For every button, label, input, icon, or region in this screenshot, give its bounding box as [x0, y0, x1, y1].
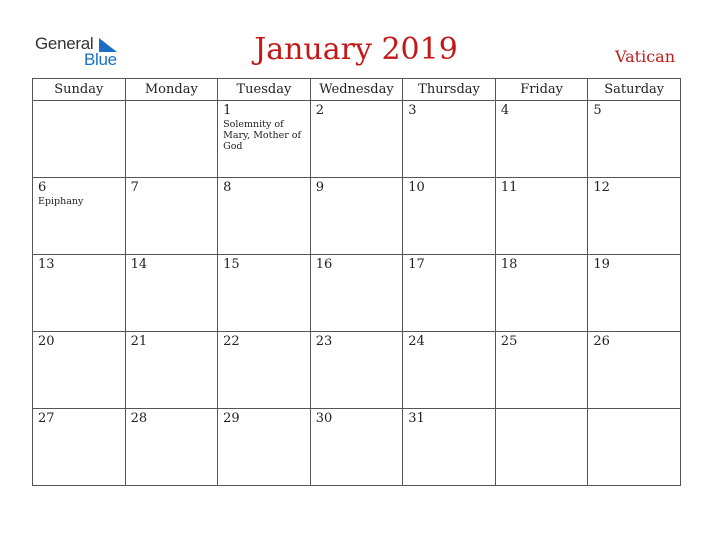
day-cell	[125, 409, 218, 486]
day-cell	[403, 178, 496, 255]
holiday-label: Epiphany	[38, 196, 84, 207]
day-cell	[310, 332, 403, 409]
day-cell	[310, 409, 403, 486]
day-number: 3	[408, 103, 417, 118]
day-cell	[125, 178, 218, 255]
day-cell	[588, 178, 681, 255]
day-number: 13	[38, 257, 55, 272]
day-cell	[33, 101, 126, 178]
logo-text-general: General	[35, 34, 94, 53]
week-row	[33, 332, 681, 409]
day-number: 10	[408, 180, 425, 195]
day-cell	[310, 255, 403, 332]
weekday-header: Tuesday	[218, 79, 311, 101]
day-number: 8	[223, 180, 232, 195]
day-number: 30	[315, 411, 333, 426]
day-number: 15	[223, 257, 240, 272]
calendar-grid	[32, 78, 681, 486]
day-number: 22	[223, 334, 240, 349]
weekday-header: Friday	[495, 79, 588, 101]
day-number: 11	[500, 180, 518, 195]
day-cell	[588, 255, 681, 332]
day-cell	[33, 255, 126, 332]
day-cell	[495, 101, 588, 178]
day-cell	[403, 409, 496, 486]
country-label: Vatican	[615, 47, 675, 66]
day-cell	[495, 332, 588, 409]
weekday-header: Wednesday	[310, 79, 403, 101]
day-number: 29	[223, 411, 240, 426]
day-cell	[33, 178, 126, 255]
day-number: 16	[315, 257, 333, 272]
day-cell	[33, 332, 126, 409]
week-row	[33, 178, 681, 255]
week-row	[33, 409, 681, 486]
day-cell	[218, 255, 311, 332]
weekday-header: Monday	[125, 79, 218, 101]
day-number: 5	[593, 103, 602, 118]
day-number: 26	[593, 334, 610, 349]
day-number: 12	[593, 180, 610, 195]
day-number: 9	[315, 180, 324, 195]
week-row	[33, 101, 681, 178]
day-number: 4	[500, 103, 510, 118]
day-cell	[588, 332, 681, 409]
day-cell	[218, 101, 311, 178]
day-number: 1	[223, 103, 232, 118]
day-number: 25	[500, 334, 518, 349]
day-cell	[218, 178, 311, 255]
day-number: 23	[315, 334, 333, 349]
day-number: 7	[130, 180, 139, 195]
holiday-label: Solemnity of Mary, Mother of God	[223, 119, 302, 152]
day-number: 2	[315, 103, 324, 118]
week-row	[33, 255, 681, 332]
logo-text-blue: Blue	[84, 50, 117, 69]
day-cell	[218, 332, 311, 409]
day-number: 31	[408, 411, 425, 426]
day-cell	[125, 332, 218, 409]
day-cell	[403, 101, 496, 178]
day-cell	[588, 101, 681, 178]
day-number: 19	[593, 257, 610, 272]
day-cell	[218, 409, 311, 486]
day-number: 14	[130, 257, 148, 272]
day-cell	[125, 101, 218, 178]
day-cell	[310, 101, 403, 178]
day-number: 6	[38, 180, 47, 195]
day-number: 18	[500, 257, 518, 272]
day-cell	[495, 178, 588, 255]
day-cell	[403, 255, 496, 332]
day-cell	[495, 255, 588, 332]
day-number: 17	[408, 257, 425, 272]
weekday-header: Thursday	[403, 79, 496, 101]
weekday-header-row	[33, 79, 681, 101]
weekday-header: Sunday	[33, 79, 126, 101]
day-cell	[588, 409, 681, 486]
day-cell	[310, 178, 403, 255]
day-cell	[33, 409, 126, 486]
page-title: January 2019	[254, 32, 458, 67]
day-cell	[125, 255, 218, 332]
day-number: 21	[130, 334, 148, 349]
weekday-header: Saturday	[588, 79, 681, 101]
day-number: 28	[130, 411, 148, 426]
day-number: 20	[38, 334, 55, 349]
day-cell	[495, 409, 588, 486]
day-number: 27	[38, 411, 55, 426]
day-number: 24	[408, 334, 425, 349]
day-cell	[403, 332, 496, 409]
